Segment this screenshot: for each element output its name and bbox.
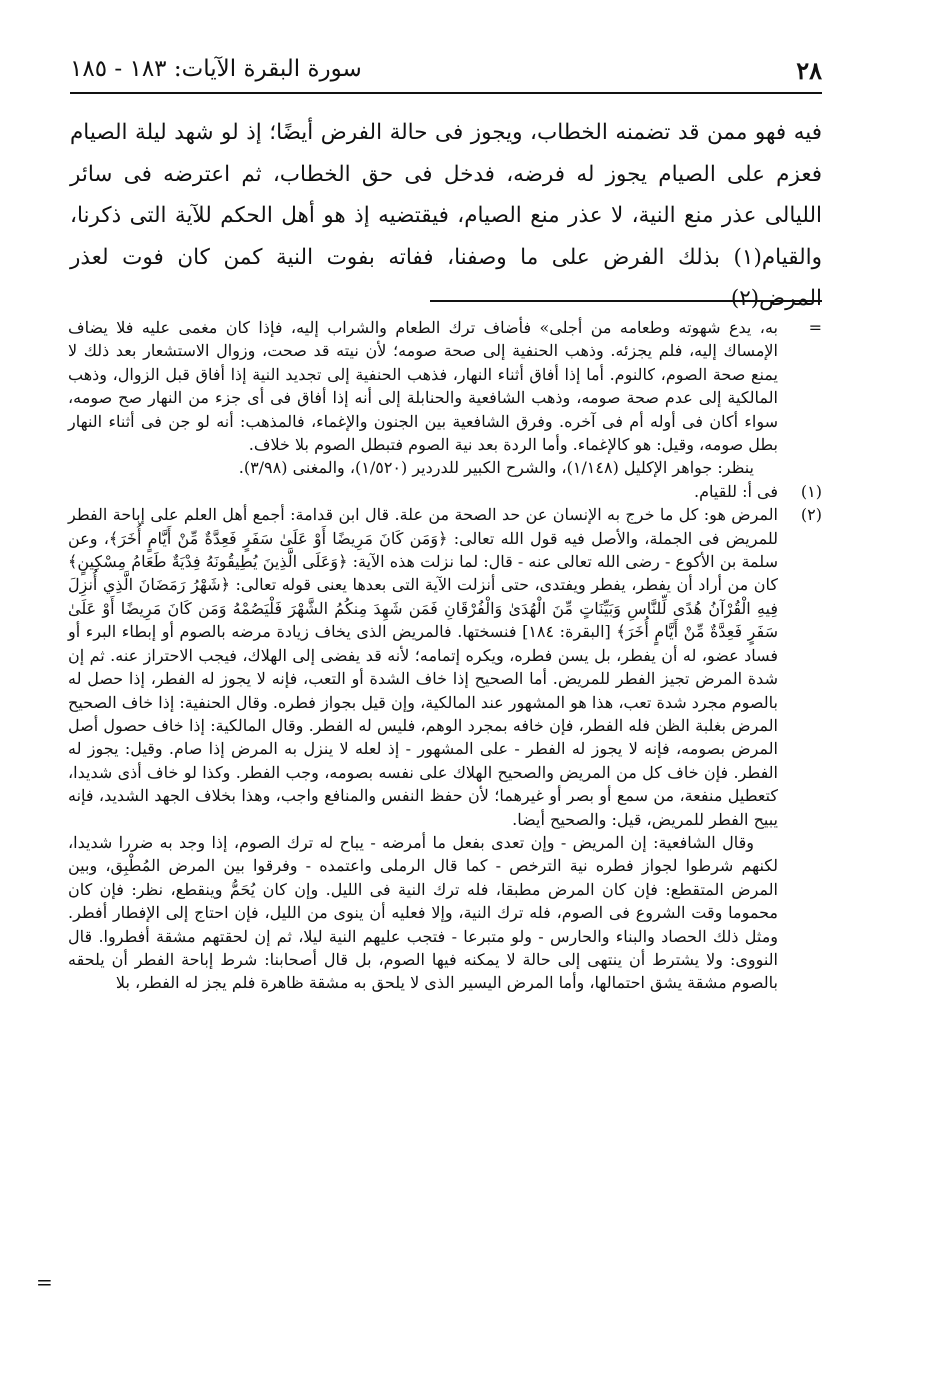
footnote-1-marker: (١) bbox=[800, 481, 822, 501]
footnote-1 bbox=[68, 480, 824, 503]
footnote-reference: ينظر: جواهر الإكليل (١/١٤٨)، والشرح الكبير للدردير (١/٥٢٠)، والمغنى (٣/٩٨). bbox=[238, 458, 754, 478]
running-title: سورة البقرة الآيات: ١٨٣ - ١٨٥ bbox=[70, 56, 362, 82]
page-number: ٢٨ bbox=[796, 56, 822, 85]
main-text bbox=[70, 112, 822, 320]
footnotes bbox=[68, 316, 824, 995]
footnote-2-text: المرض هو: كل ما خرج به الإنسان عن حد الصحة من علة. قال ابن قدامة: أجمع أهل العلم على إباحة الفطر للمريض فى الجملة، والأصل فيه قول الله تعالى: ﴿وَمَن كَانَ مَرِيضًا أَوْ عَلَىٰ سَفَرٍ فَعِدَّةٌ مِّنْ أَيَّامٍ أُخَرَ﴾، وعن سلمة بن الأكوع - رضى الله تعالى عنه - قال: لما نزلت هذه الآية: ﴿وَعَلَى الَّذِينَ يُطِيقُونَهُ فِدْيَةٌ طَعَامُ مِسْكِينٍ﴾ كان من أراد أن يفطر، يفطر ويفتدى، حتى أنزلت الآية التى بعدها يعنى قوله تعالى: ﴿شَهْرُ رَمَضَانَ الَّذِي أُنزِلَ فِيهِ الْقُرْآنُ هُدًى لِّلنَّاسِ وَبَيِّنَاتٍ مِّنَ الْهُدَىٰ وَالْفُرْقَانِ فَمَن شَهِدَ مِنكُمُ الشَّهْرَ فَلْيَصُمْهُ وَمَن كَانَ مَرِيضًا أَوْ عَلَىٰ سَفَرٍ فَعِدَّةٌ مِّنْ أَيَّامٍ أُخَرَ﴾ [البقرة: ١٨٤] فنسختها. فالمريض الذى يخاف زيادة مرضه بالصوم أو إبطاء البرء أو فساد عضو، له أن يفطر، بل يسن فطره، ويكره إتمامه؛ لأنه قد يفضى إلى الهلاك، فيجب الاحتراز عنه. ثم إن شدة المرض تجيز الفطر للمريض. أما الصحيح إذا خاف الشدة أو التعب، فإنه لا يجوز له الفطر، إذا حصل له بالصوم مجرد شدة تعب، هذا هو المشهور عند المالكية، وإن قيل بجواز فطره. وقال الحنفية: إذا خاف الصحيح المرض بغلبة الظن فله الفطر، فإن خافه بمجرد الوهم، فليس له الفطر. وقال المالكية: إذا خاف حصول أصل المرض بصومه، فإنه لا يجوز له الفطر - على المشهور - إذ لعله لا ينزل به المرض إذا صام. وقيل: يجوز له الفطر. فإن خاف كل من المريض والصحيح الهلاك على نفسه بصومه، وجب الفطر. وكذا لو خاف أذى شديدا، كتعطيل منفعة، من سمع أو بصر أو غيرهما؛ لأن حفظ النفس والمنافع واجب، وهذا بخلاف الجهد الشديد، فإنه يبيح الفطر للمريض، قيل: والصحيح أيضا. bbox=[68, 505, 779, 829]
footnote-continuation bbox=[68, 316, 824, 456]
bottom-continuation-marker: = bbox=[36, 1270, 53, 1294]
continuation-marker: = bbox=[808, 318, 822, 337]
footnote-2 bbox=[68, 503, 824, 831]
footnote-continuation-text: به، يدع شهوته وطعامه من أجلى» فأضاف ترك الطعام والشراب إليه، فإذا كان مغمى عليه فلا يضاف الإمساك إليه، فلم يجزئه. وذهب الحنفية إلى صحة صومه؛ لأن نيته قد صحت، وزوال الاستشعار بعد ذلك لا يمنع صحة الصوم، كالنوم. أما إذا أفاق أثناء النهار، فذهب الحنفية إلى تجديد النية إذا أفاق قبل الزوال، وذهب المالكية إلى عدم صحة صومه، وذهب الشافعية والحنابلة إلى أنه إذا أفاق فى أى جزء من النهار صح صومه، سواء أكان فى أوله أم فى آخره. وفرق الشافعية بين الجنون والإغماء، فالمذهب: أنه لو جن فى أثناء النهار بطل صومه، وقيل: هو كالإغماء. وأما الردة بعد نية الصوم فتبطل الصوم بلا خلاف. bbox=[68, 318, 779, 455]
footnote-2-paragraph-2: وقال الشافعية: إن المريض - وإن تعدى بفعل ما أمرضه - يباح له ترك الصوم، إذا وجد به ضررا شديدا، لكنهم شرطوا لجواز فطره نية الترخص - كما قال الرملى واعتمده - وفرقوا بين المرض المُطْبِق، وبين المرض المتقطع: فإن كان المرض مطبقا، فله ترك النية فى الليل. وإن كان يُحَمُّ وينقطع، نظر: فإن كان محموما وقت الشروع فى الصوم، فله ترك النية، وإلا فعليه أن ينوى من الليل، فإن احتاج إلى الإفطار أفطر. ومثل ذلك الحصاد والبناء والحارس - ولو متبرعا - فتجب عليهم النية ليلا، ثم إن لحقتهم مشقة أفطروا. قال النووى: ولا يشترط أن ينتهى إلى حالة لا يمكنه فيها الصوم، بل قال أصحابنا: شرط إباحة الفطر أن يلحقه بالصوم مشقة يشق احتمالها، وأما المرض اليسير الذى لا يلحق به مشقة ظاهرة فلم يجز له الفطر، بلا bbox=[68, 832, 778, 993]
main-paragraph: فيه فهو ممن قد تضمنه الخطاب، ويجوز فى حالة الفرض أيضًا؛ إذ لو شهد ليلة الصيام فعزم على الصيام يجوز له فرضه، فدخل فى حق الخطاب، ثم اعترضه فى سائر الليالى عذر منع النية، لا عذر منع الصيام، فيقتضيه إذ هو أهل الحكم للآية التى ذكرنا، والقيام(١) بذلك الفرض على ما وصفنا، ففاته بفوت النية كمن كان فوت لعذر المرض(٢) bbox=[70, 120, 822, 311]
footnote-1-text: فى أ: للقيام. bbox=[694, 481, 778, 501]
footnote-2-marker: (٢) bbox=[800, 505, 822, 525]
footnote-separator bbox=[430, 300, 822, 302]
page-header bbox=[70, 52, 822, 94]
